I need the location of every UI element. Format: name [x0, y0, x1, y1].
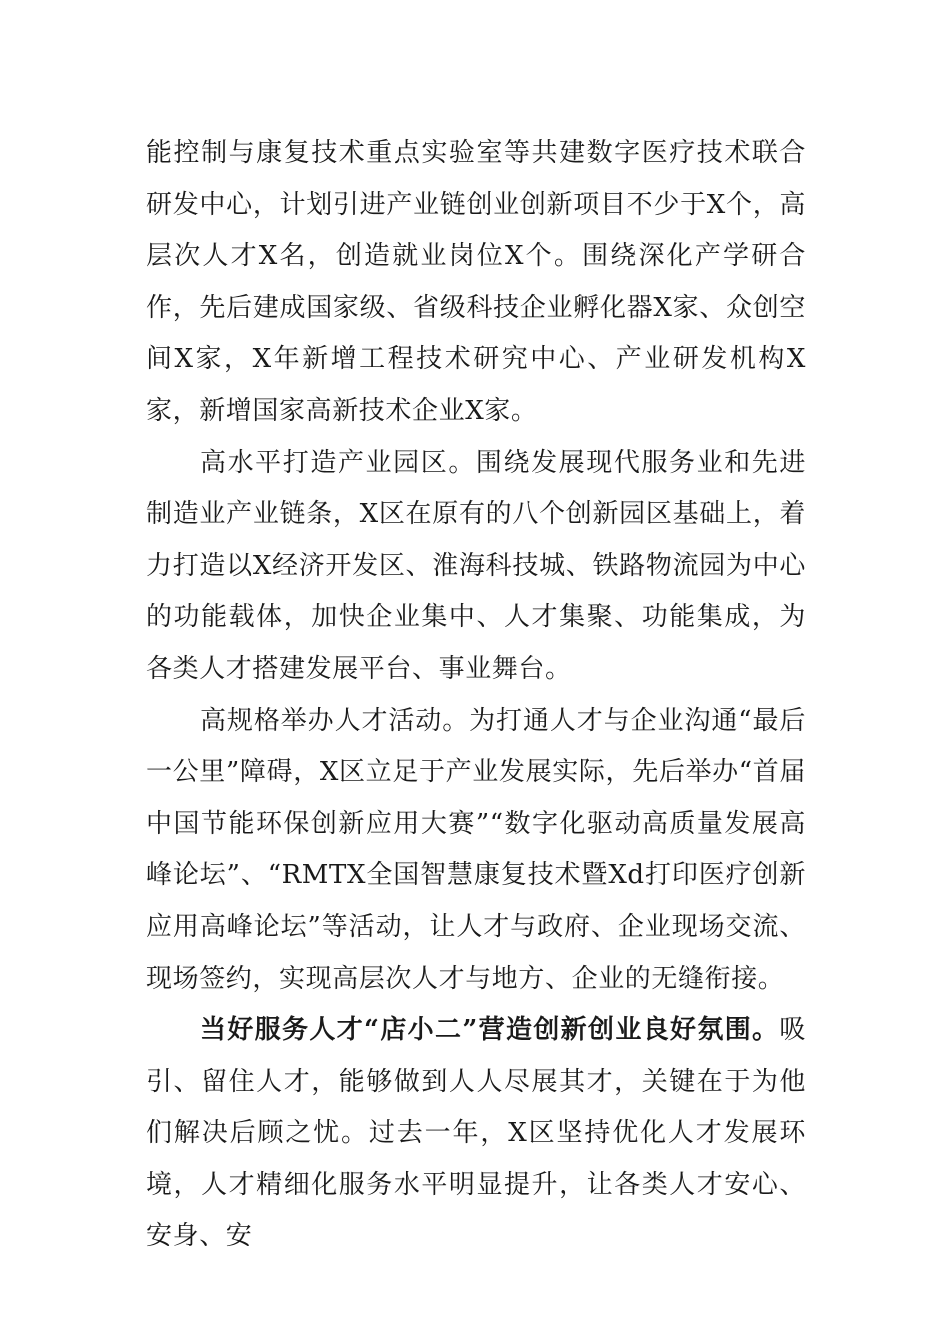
paragraph-4 — [146, 1005, 806, 1263]
paragraph-3 — [146, 696, 806, 1006]
paragraph-2-text: 高水平打造产业园区。围绕发展现代服务业和先进制造业产业链条，X区在原有的八个创新园区基础上，着力打造以X经济开发区、淮海科技城、铁路物流园为中心的功能载体，加快企业集中、人才集聚、功能集成，为各类人才搭建发展平台、事业舞台。 — [146, 447, 806, 684]
paragraph-4-text: 吸引、留住人才，能够做到人人尽展其才，关键在于为他们解决后顾之忧。过去一年，X区坚持优化人才发展环境，人才精细化服务水平明显提升，让各类人才安心、安身、安 — [146, 1015, 806, 1252]
paragraph-2 — [146, 438, 806, 696]
paragraph-3-text: 高规格举办人才活动。为打通人才与企业沟通“最后一公里”障碍，X区立足于产业发展实际，先后举办“首届中国节能环保创新应用大赛”“数字化驱动高质量发展高峰论坛”、“RMTX全国智慧康复技术暨Xd打印医疗创新应用高峰论坛”等活动，让人才与政府、企业现场交流、现场签约，实现高层次人才与地方、企业的无缝衔接。 — [146, 705, 806, 994]
document-body — [146, 128, 806, 1263]
paragraph-4-heading: 当好服务人才“店小二”营造创新创业良好氛围。 — [200, 1015, 780, 1046]
paragraph-1-text: 能控制与康复技术重点实验室等共建数字医疗技术联合研发中心，计划引进产业链创业创新项目不少于X个，高层次人才X名，创造就业岗位X个。围绕深化产学研合作，先后建成国家级、省级科技企业孵化器X家、众创空间X家，X年新增工程技术研究中心、产业研发机构X家，新增国家高新技术企业X家。 — [146, 138, 806, 426]
paragraph-1 — [146, 128, 806, 438]
